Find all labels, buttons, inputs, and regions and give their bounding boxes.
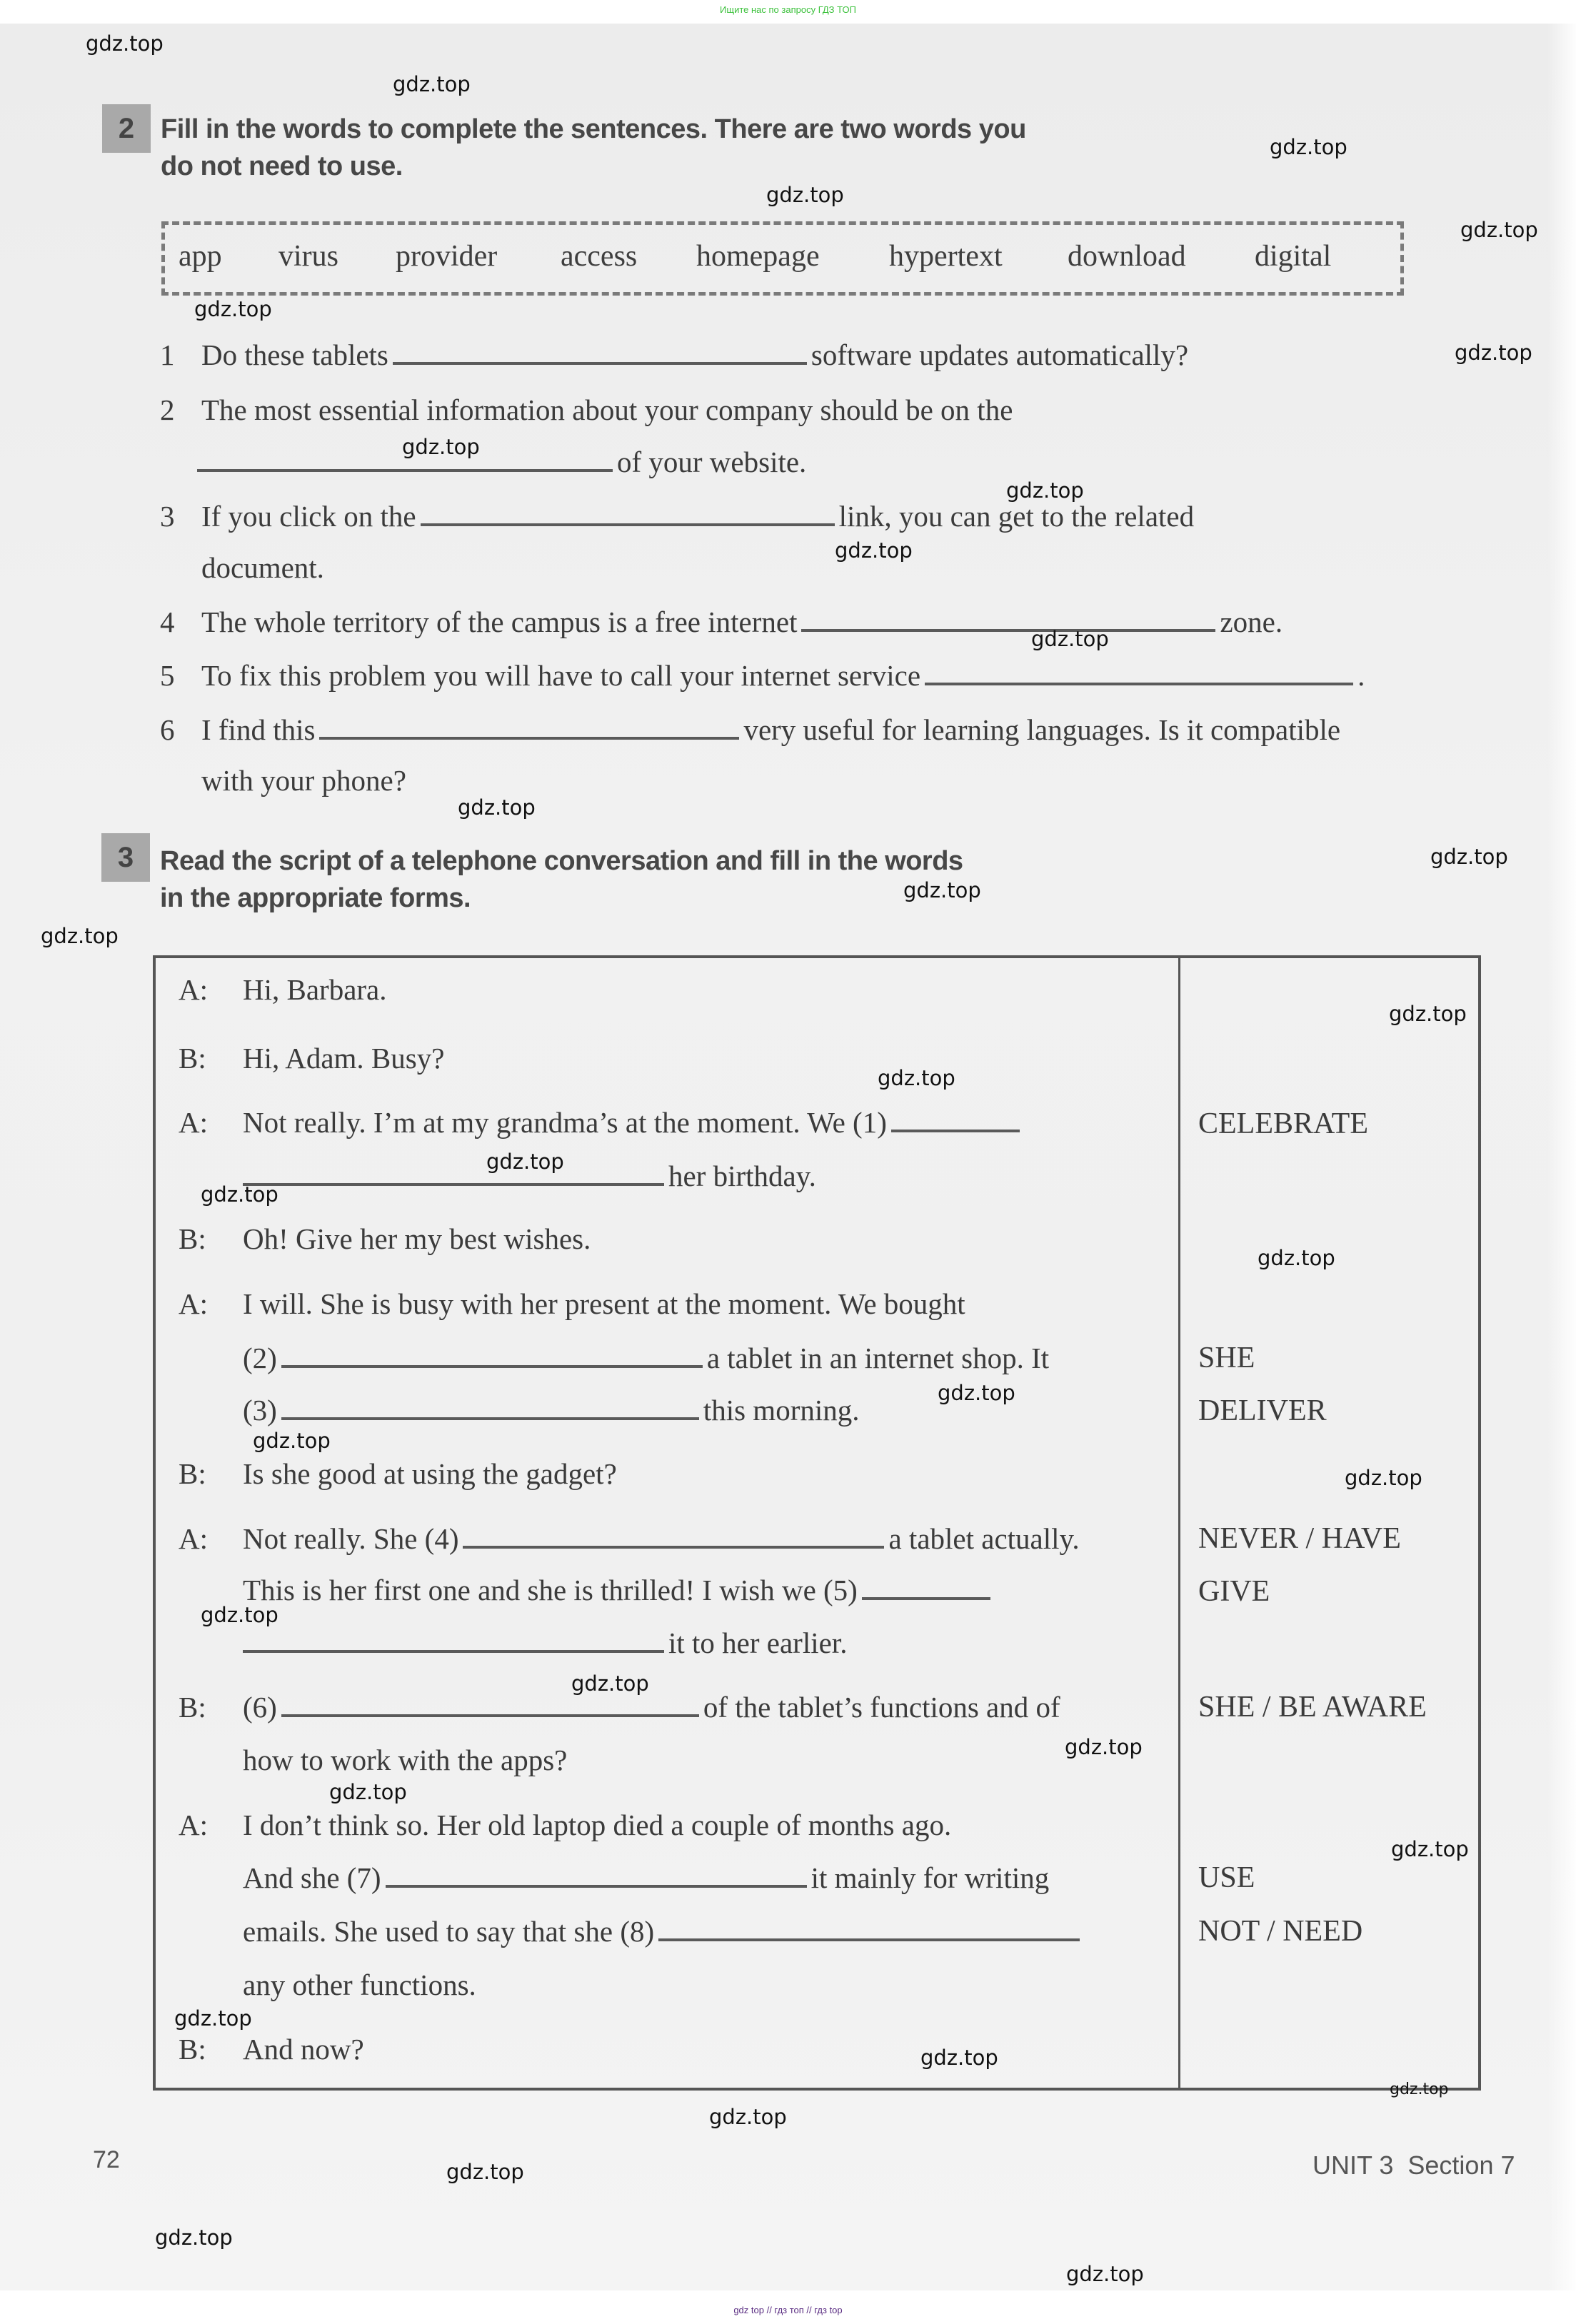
watermark: gdz.top — [201, 1182, 278, 1207]
dialogue-line: A: I don’t think so. Her old laptop died a couple of months ago. — [179, 1809, 952, 1841]
watermark: gdz.top — [1065, 1735, 1143, 1759]
watermark: gdz.top — [329, 1780, 407, 1804]
cue-word: SHE / BE AWARE — [1198, 1691, 1427, 1724]
answer-blank-3[interactable] — [281, 1397, 699, 1420]
answer-blank[interactable] — [925, 663, 1353, 685]
top-banner — [0, 0, 1576, 24]
sentence-1: 1 Do these tablets software updates automatically? — [160, 338, 1189, 371]
watermark: gdz.top — [174, 2006, 252, 2031]
unit-section-label: UNIT 3 Section 7 — [1313, 2151, 1515, 2180]
word-bank-item: access — [561, 240, 638, 273]
sentence-5: 5 To fix this problem you will have to call your internet service . — [160, 659, 1365, 692]
answer-blank-5-cont[interactable] — [243, 1630, 664, 1653]
dialogue-line: (2) a tablet in an internet shop. It — [243, 1342, 1050, 1374]
watermark: gdz.top — [1430, 845, 1508, 869]
sentence-2: 2 The most essential information about your company should be on the — [160, 393, 1013, 426]
watermark: gdz.top — [41, 924, 119, 948]
word-bank-item: digital — [1255, 240, 1332, 273]
dialogue-line: A: Not really. She (4) a tablet actually. — [179, 1522, 1080, 1555]
dialogue-line: And she (7) it mainly for writing — [243, 1861, 1050, 1894]
answer-blank-1-cont[interactable] — [243, 1163, 664, 1186]
watermark: gdz.top — [86, 31, 164, 56]
exercise-3-number-badge: 3 — [101, 833, 150, 882]
word-bank-item: hypertext — [889, 240, 1003, 273]
word-bank-item: homepage — [696, 240, 820, 273]
watermark: gdz.top — [835, 538, 913, 563]
answer-blank[interactable] — [421, 503, 835, 526]
answer-blank[interactable] — [393, 342, 807, 365]
dialogue-line: B: And now? — [179, 2033, 364, 2066]
page-number: 72 — [93, 2146, 120, 2173]
answer-blank[interactable] — [801, 609, 1215, 632]
watermark: gdz.top — [1460, 218, 1538, 242]
watermark: gdz.top — [486, 1150, 564, 1174]
watermark: gdz.top — [458, 795, 536, 820]
answer-blank-6[interactable] — [281, 1694, 699, 1717]
answer-blank-5[interactable] — [862, 1577, 990, 1600]
dialogue-line: B: Is she good at using the gadget? — [179, 1457, 617, 1490]
watermark: gdz.top — [920, 2046, 998, 2070]
answer-blank-7[interactable] — [386, 1865, 807, 1888]
watermark: gdz.top — [201, 1603, 278, 1627]
dialogue-line: how to work with the apps? — [243, 1744, 568, 1776]
cue-word: NOT / NEED — [1198, 1915, 1363, 1948]
dialogue-line: emails. She used to say that she (8) — [243, 1913, 1084, 1949]
watermark: gdz.top — [1390, 2081, 1449, 2098]
cue-word: CELEBRATE — [1198, 1107, 1368, 1140]
word-bank-item: provider — [396, 240, 498, 273]
watermark: gdz.top — [878, 1066, 955, 1090]
dialogue-line: her birthday. — [243, 1158, 816, 1194]
exercise-2-number-badge: 2 — [102, 104, 151, 153]
watermark: gdz.top — [1345, 1466, 1422, 1490]
answer-blank[interactable] — [319, 717, 739, 740]
watermark: gdz.top — [571, 1671, 649, 1696]
watermark: gdz.top — [1270, 135, 1347, 159]
answer-blank-4[interactable] — [463, 1526, 884, 1549]
exercise-2-title-line2: do not need to use. — [161, 151, 403, 181]
dialogue-line: A: I will. She is busy with her present at the moment. We bought — [179, 1287, 965, 1320]
cue-word: USE — [1198, 1861, 1255, 1894]
watermark: gdz.top — [446, 2160, 524, 2184]
bottom-banner — [0, 2300, 1576, 2324]
sentence-3: 3 If you click on the link, you can get to the related — [160, 500, 1195, 533]
dialogue-line: This is her first one and she is thrilled! I wish we (5) — [243, 1572, 995, 1608]
exercise-3-title-line2: in the appropriate forms. — [160, 883, 471, 913]
dialogue-line: it to her earlier. — [243, 1625, 847, 1661]
watermark: gdz.top — [194, 297, 272, 321]
watermark: gdz.top — [766, 183, 844, 207]
watermark: gdz.top — [1389, 1002, 1467, 1026]
dialogue-line: any other functions. — [243, 1968, 476, 2001]
cue-word: GIVE — [1198, 1575, 1270, 1608]
cue-word: DELIVER — [1198, 1394, 1327, 1427]
watermark: gdz.top — [1066, 2262, 1144, 2286]
answer-blank-8[interactable] — [658, 1918, 1080, 1941]
table-column-divider — [1178, 958, 1180, 2088]
watermark: gdz.top — [1031, 627, 1109, 651]
watermark: gdz.top — [393, 72, 471, 96]
dialogue-line: B: Oh! Give her my best wishes. — [179, 1222, 591, 1255]
watermark: gdz.top — [903, 878, 981, 902]
bottom-banner-text: gdz top // гдз топ // гдз top — [733, 2305, 843, 2315]
word-bank-item: virus — [278, 240, 338, 273]
watermark: gdz.top — [938, 1381, 1015, 1405]
watermark: gdz.top — [709, 2105, 787, 2129]
watermark: gdz.top — [1455, 341, 1532, 365]
sentence-6: 6 I find this very useful for learning languages. Is it compatible — [160, 713, 1341, 746]
exercise-2-title-line1: Fill in the words to complete the sentences. There are two words you — [161, 114, 1026, 144]
cue-word: NEVER / HAVE — [1198, 1522, 1401, 1555]
dialogue-line: B: Hi, Adam. Busy? — [179, 1042, 445, 1075]
sentence-4: 4 The whole territory of the campus is a free internet zone. — [160, 605, 1283, 638]
exercise-3-title-line1: Read the script of a telephone conversation and fill in the words — [160, 846, 963, 876]
top-banner-text: Ищите нас по запросу ГДЗ ТОП — [720, 4, 856, 15]
word-bank-item: download — [1068, 240, 1186, 273]
sentence-3-cont: document. — [201, 551, 324, 584]
cue-word: SHE — [1198, 1342, 1255, 1374]
dialogue-line: A: Hi, Barbara. — [179, 973, 387, 1006]
watermark: gdz.top — [1258, 1246, 1335, 1270]
answer-blank-1[interactable] — [891, 1110, 1020, 1132]
dialogue-line: A: Not really. I’m at my grandma’s at the moment. We (1) — [179, 1105, 1024, 1140]
sentence-6-cont: with your phone? — [201, 764, 406, 797]
watermark: gdz.top — [1006, 478, 1084, 503]
answer-blank-2[interactable] — [281, 1345, 703, 1368]
dialogue-line: (3) this morning. — [243, 1394, 860, 1427]
watermark: gdz.top — [402, 435, 480, 459]
watermark: gdz.top — [253, 1429, 331, 1453]
watermark: gdz.top — [1391, 1837, 1469, 1861]
dialogue-line: B: (6) of the tablet’s functions and of — [179, 1691, 1060, 1724]
watermark: gdz.top — [155, 2225, 233, 2250]
word-bank-item: app — [179, 240, 222, 273]
sentence-2-cont: of your website. — [197, 444, 806, 480]
